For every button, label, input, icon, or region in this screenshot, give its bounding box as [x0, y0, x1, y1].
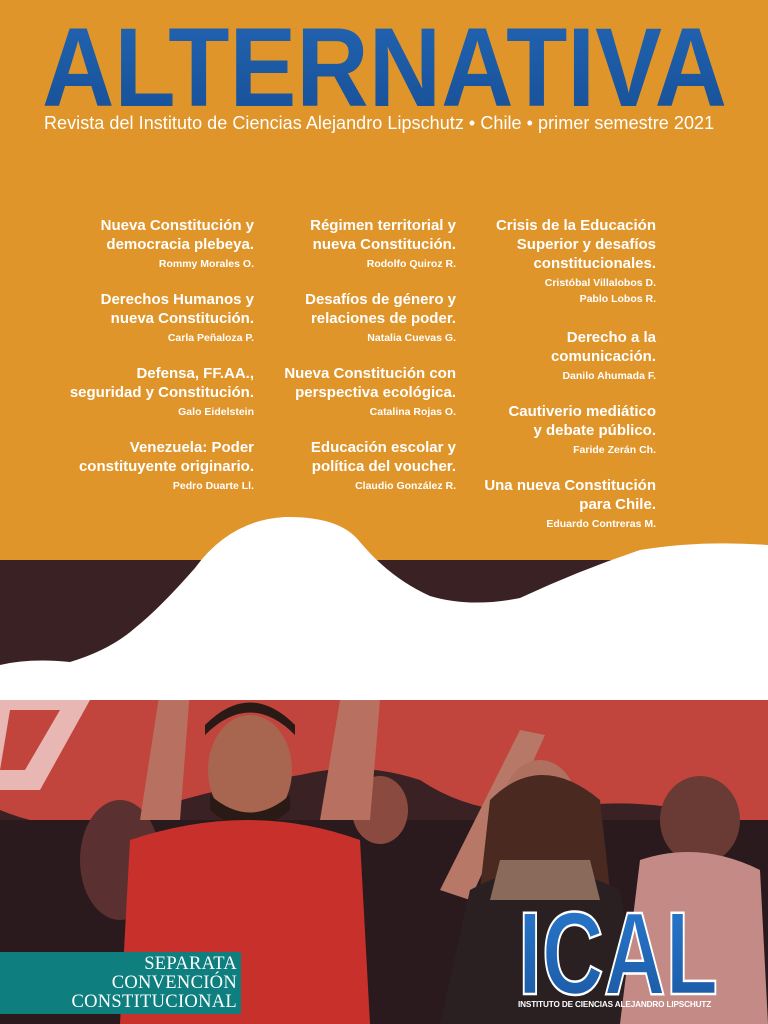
article-author: Natalia Cuevas G.: [367, 332, 456, 344]
article-author: Eduardo Contreras M.: [546, 518, 656, 530]
article-title: Cautiverio mediático y debate público.: [508, 403, 656, 439]
toc-article[interactable]: [262, 364, 456, 419]
masthead-subtitle: Revista del Instituto de Ciencias Alejandro Lipschutz • Chile • primer semestre 2021: [44, 113, 715, 133]
toc-column-1: [40, 216, 254, 512]
article-title: Crisis de la Educación Superior y desafíos constitucionales.: [495, 217, 656, 272]
toc-article[interactable]: [470, 328, 656, 383]
article-title: Derecho a la comunicación.: [550, 329, 656, 365]
toc-column-3: [470, 216, 656, 550]
toc-article[interactable]: [262, 438, 456, 493]
article-author: Carla Peñaloza P.: [167, 332, 254, 344]
toc-article[interactable]: [262, 290, 456, 345]
toc-article[interactable]: [40, 216, 254, 271]
separata-badge: [0, 952, 241, 1014]
article-title: Desafíos de género y relaciones de poder.: [305, 291, 456, 327]
article-author: Claudio González R.: [355, 480, 456, 492]
article-author: Rodolfo Quiroz R.: [366, 258, 456, 270]
masthead-logo: [40, 18, 730, 114]
article-author: Cristóbal Villalobos D.: [544, 277, 656, 289]
article-title: Una nueva Constitución para Chile.: [484, 477, 656, 513]
article-title: Educación escolar y política del voucher.: [310, 439, 456, 475]
toc-article[interactable]: [470, 402, 656, 457]
toc-article[interactable]: [40, 364, 254, 419]
toc-article[interactable]: [262, 216, 456, 271]
article-title: Régimen territorial y nueva Constitución.: [310, 217, 456, 253]
article-title: Nueva Constitución y democracia plebeya.: [100, 217, 254, 253]
article-author: Faride Zerán Ch.: [573, 444, 656, 456]
toc-column-2: [262, 216, 456, 512]
article-title: Nueva Constitución con perspectiva ecológica.: [284, 365, 456, 401]
ical-caption: INSTITUTO DE CIENCIAS ALEJANDRO LIPSCHUTZ: [518, 1000, 712, 1009]
separata-line-1: SEPARATA: [144, 954, 237, 974]
article-title: Derechos Humanos y nueva Constitución.: [100, 291, 254, 327]
article-author: Pablo Lobos R.: [579, 293, 656, 305]
toc-article[interactable]: [470, 476, 656, 531]
toc-article[interactable]: [470, 216, 656, 306]
toc-article[interactable]: [40, 290, 254, 345]
article-author: Galo Eidelstein: [178, 406, 254, 418]
toc-article[interactable]: [40, 438, 254, 493]
article-author: Danilo Ahumada F.: [562, 370, 656, 382]
article-title: Venezuela: Poder constituyente originario.: [78, 439, 254, 475]
article-author: Catalina Rojas O.: [369, 406, 456, 418]
ical-logo-text: ICAL: [518, 902, 718, 1002]
separata-line-3: CONSTITUCIONAL: [71, 992, 237, 1012]
article-author: Pedro Duarte Ll.: [172, 480, 254, 492]
article-title: Defensa, FF.AA., seguridad y Constitución.: [69, 365, 254, 401]
separata-line-2: CONVENCIÓN: [111, 973, 237, 993]
masthead-title: ALTERNATIVA: [42, 18, 727, 114]
article-author: Rommy Morales O.: [158, 258, 254, 270]
